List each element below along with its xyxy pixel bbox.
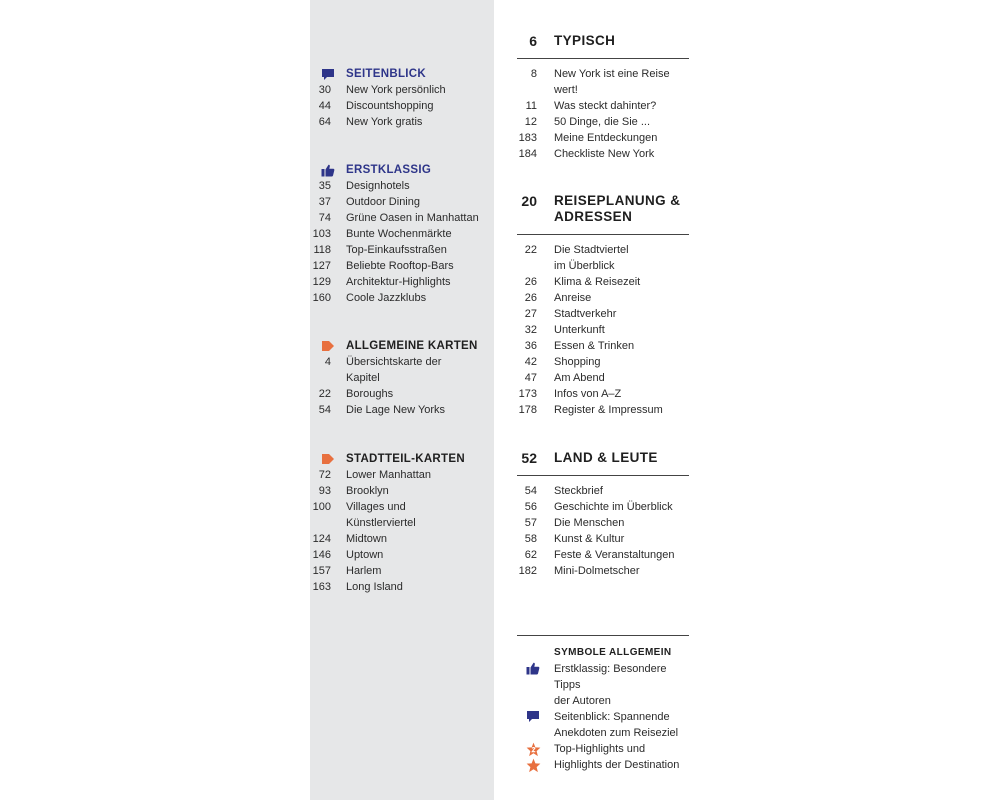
list-item[interactable]: 157 Harlem <box>312 565 382 577</box>
list-item[interactable]: 8 New York ist eine Reise <box>530 68 670 80</box>
section-stadtteil-karten <box>310 451 494 595</box>
section-title: SEITENBLICK <box>346 68 426 80</box>
chapter-title[interactable]: LAND & LEUTE <box>554 450 658 465</box>
legend-row: Anekdoten zum Reiseziel <box>554 727 679 739</box>
list-item[interactable]: 54 Steckbrief <box>524 485 603 497</box>
list-item[interactable]: 32 Unterkunft <box>524 324 605 336</box>
list-item[interactable]: 58 Kunst & Kultur <box>524 533 625 545</box>
list-item[interactable]: 184 Checkliste New York <box>518 148 655 160</box>
list-item[interactable]: 182 Mini-Dolmetscher <box>518 565 640 577</box>
divider <box>517 635 689 636</box>
map-arrow-icon <box>310 341 346 351</box>
list-item[interactable]: 36 Essen & Trinken <box>524 340 635 352</box>
section-allgemeine-karten <box>310 338 494 418</box>
star-icon <box>517 757 549 773</box>
list-item[interactable]: 173 Infos von A–Z <box>518 388 622 400</box>
list-item[interactable]: 56 Geschichte im Überblick <box>524 501 673 513</box>
chapter-title[interactable]: REISEPLANUNG & ADRESSEN <box>554 193 681 224</box>
map-arrow-icon <box>310 454 346 464</box>
chapter-land-leute <box>517 450 689 577</box>
list-item[interactable]: 124 Midtown <box>312 533 387 545</box>
chapter-typisch <box>517 33 689 160</box>
list-item[interactable]: 100 Villages und <box>312 501 406 513</box>
list-item[interactable]: 26 Klima & Reisezeit <box>524 276 641 288</box>
list-item[interactable]: 74 Grüne Oasen in Manhattan <box>318 212 479 224</box>
symbols-legend <box>517 635 689 773</box>
list-item[interactable]: 178 Register & Impressum <box>518 404 663 416</box>
divider <box>517 234 689 235</box>
speech-bubble-icon <box>310 68 346 81</box>
list-item[interactable]: 93 Brooklyn <box>318 485 389 497</box>
list-item[interactable]: 22 Die Stadtviertel <box>524 244 629 256</box>
section-title: ERSTKLASSIG <box>346 164 432 176</box>
list-item[interactable]: 103 Bunte Wochenmärkte <box>312 228 452 240</box>
list-item[interactable]: 44 Discountshopping <box>318 100 434 112</box>
list-item[interactable]: wert! <box>554 84 578 96</box>
list-item[interactable]: 4 Übersichtskarte der <box>324 356 442 368</box>
list-item[interactable]: 26 Anreise <box>524 292 592 304</box>
list-item[interactable]: 62 Feste & Veranstaltungen <box>524 549 675 561</box>
list-item[interactable]: Kapitel <box>346 372 380 384</box>
list-item[interactable]: 42 Shopping <box>524 356 601 368</box>
list-item[interactable]: 27 Stadtverkehr <box>524 308 617 320</box>
list-item[interactable]: 146 Uptown <box>312 549 384 561</box>
chapter-page-number: 6 <box>529 33 537 49</box>
list-item[interactable]: 129 Architektur-Highlights <box>312 276 451 288</box>
list-item[interactable]: im Überblick <box>554 260 615 272</box>
legend-row: der Autoren <box>554 695 611 707</box>
numbered-star-icon <box>517 741 549 757</box>
chapter-page-number: 52 <box>521 450 537 466</box>
list-item[interactable]: 22 Boroughs <box>318 388 394 400</box>
list-item[interactable]: 163 Long Island <box>312 581 403 593</box>
list-item[interactable]: 64 New York gratis <box>318 116 423 128</box>
legend-row: Erstklassig: Besondere Tipps <box>517 661 689 693</box>
list-item[interactable]: 127 Beliebte Rooftop-Bars <box>312 260 454 272</box>
list-item[interactable]: 118 Top-Einkaufsstraßen <box>313 244 447 256</box>
divider <box>517 475 689 476</box>
chapter-reiseplanung <box>517 193 689 416</box>
section-seitenblick <box>310 66 494 130</box>
list-item[interactable]: 47 Am Abend <box>524 372 605 384</box>
list-item[interactable]: 37 Outdoor Dining <box>318 196 420 208</box>
thumbs-up-icon <box>517 661 549 693</box>
section-title: ALLGEMEINE KARTEN <box>346 340 478 352</box>
legend-row: Seitenblick: Spannende <box>517 709 689 725</box>
list-item[interactable]: 160 Coole Jazzklubs <box>312 292 427 304</box>
legend-row: Highlights der Destination <box>517 757 689 773</box>
speech-bubble-icon <box>517 709 549 725</box>
list-item[interactable]: 30 New York persönlich <box>318 84 446 96</box>
list-item[interactable]: 57 Die Menschen <box>524 517 625 529</box>
section-erstklassig <box>310 162 494 306</box>
chapter-title[interactable]: TYPISCH <box>554 33 616 48</box>
thumbs-up-icon <box>310 164 346 177</box>
list-item[interactable]: 183 Meine Entdeckungen <box>518 132 658 144</box>
section-title: STADTTEIL-KARTEN <box>346 453 465 465</box>
list-item[interactable]: 12 50 Dinge, die Sie ... <box>524 116 651 128</box>
list-item[interactable]: 54 Die Lage New Yorks <box>318 404 446 416</box>
divider <box>517 58 689 59</box>
list-item[interactable]: Künstlerviertel <box>346 517 416 529</box>
list-item[interactable]: 72 Lower Manhattan <box>318 469 431 481</box>
list-item[interactable]: 11 Was steckt dahinter? <box>525 100 657 112</box>
legend-row: Top-Highlights und <box>517 741 689 757</box>
list-item[interactable]: 35 Designhotels <box>318 180 410 192</box>
legend-title: SYMBOLE ALLGEMEIN <box>554 647 672 658</box>
chapter-page-number: 20 <box>521 193 537 209</box>
